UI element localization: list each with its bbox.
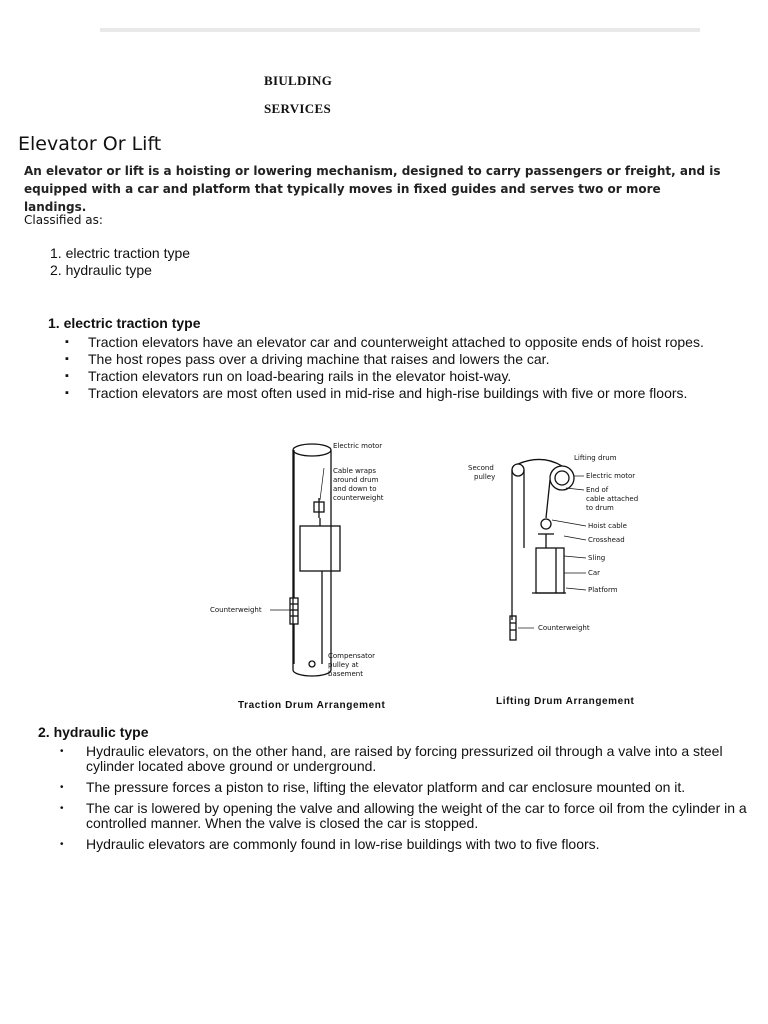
- label-platform: Platform: [588, 586, 618, 594]
- label-electric-motor: Electric motor: [333, 442, 383, 450]
- label-lifting-drum: Lifting drum: [574, 454, 617, 462]
- label-compensator-1: Compensator: [328, 652, 376, 660]
- hydraulic-title: 2. hydraulic type: [38, 724, 149, 740]
- list-item: • The pressure forces a piston to rise, lifting the elevator platform and car enclosure mounted on it.: [56, 780, 756, 795]
- label-electric-motor-right: Electric motor: [586, 472, 636, 480]
- caption-lifting: Lifting Drum Arrangement: [496, 696, 635, 707]
- classified-label: Classified as:: [24, 213, 103, 227]
- bleed-through-line: [100, 22, 700, 38]
- label-second-2: pulley: [474, 473, 496, 481]
- list-item: • The car is lowered by opening the valve and allowing the weight of the car to force oil from the cylinder in a controlled manner. When the valve is closed the car is stopped.: [56, 801, 756, 831]
- type-item: 2. hydraulic type: [50, 262, 152, 278]
- header-line-2: SERVICES: [264, 101, 331, 116]
- intro-paragraph: An elevator or lift is a hoisting or lowering mechanism, designed to carry passengers or freight, and is equipped with a car and platform that typically moves in fixed guides and serves two or more landings.: [24, 164, 721, 214]
- electric-bullets: [58, 335, 728, 403]
- header-line-1: BIULDING: [264, 73, 333, 88]
- label-sling: Sling: [588, 554, 606, 562]
- list-item: • Hydraulic elevators, on the other hand, are raised by forcing pressurized oil through a valve into a steel cylinder located above ground or underground.: [56, 744, 756, 774]
- label-second-1: Second: [468, 464, 494, 472]
- label-cable-4: counterweight: [333, 494, 384, 502]
- label-cable-3: and down to: [333, 485, 377, 493]
- traction-drum-diagram: [200, 438, 420, 688]
- label-counterweight: Counterweight: [210, 606, 262, 614]
- label-counterweight-right: Counterweight: [538, 624, 590, 632]
- type-item: 1. electric traction type: [50, 245, 191, 261]
- list-item: ▪ Traction elevators are most often used in mid-rise and high-rise buildings with five or more floors.: [58, 386, 728, 401]
- list-item: ▪ Traction elevators have an elevator car and counterweight attached to opposite ends of hoist ropes.: [58, 335, 728, 350]
- label-compensator-2: pulley at: [328, 661, 359, 669]
- label-end-2: cable attached: [586, 495, 639, 503]
- caption-traction: Traction Drum Arrangement: [238, 700, 386, 711]
- label-hoist-cable: Hoist cable: [588, 522, 627, 530]
- label-cable-1: Cable wraps: [333, 467, 377, 475]
- hydraulic-bullets: [56, 744, 756, 854]
- label-car: Car: [588, 569, 601, 577]
- lifting-drum-diagram: [462, 448, 672, 643]
- label-end-1: End of: [586, 486, 609, 494]
- label-end-3: to drum: [586, 504, 614, 512]
- electric-title: 1. electric traction type: [48, 315, 201, 331]
- label-crosshead: Crosshead: [588, 536, 625, 544]
- label-cable-2: around drum: [333, 476, 379, 484]
- list-item: ▪ Traction elevators run on load-bearing rails in the elevator hoist-way.: [58, 369, 728, 384]
- label-compensator-3: basement: [328, 670, 363, 678]
- list-item: ▪ The host ropes pass over a driving machine that raises and lowers the car.: [58, 352, 728, 367]
- type-list: [50, 245, 190, 279]
- section-title: Elevator Or Lift: [18, 133, 162, 155]
- list-item: • Hydraulic elevators are commonly found in low-rise buildings with two to five floors.: [56, 837, 756, 852]
